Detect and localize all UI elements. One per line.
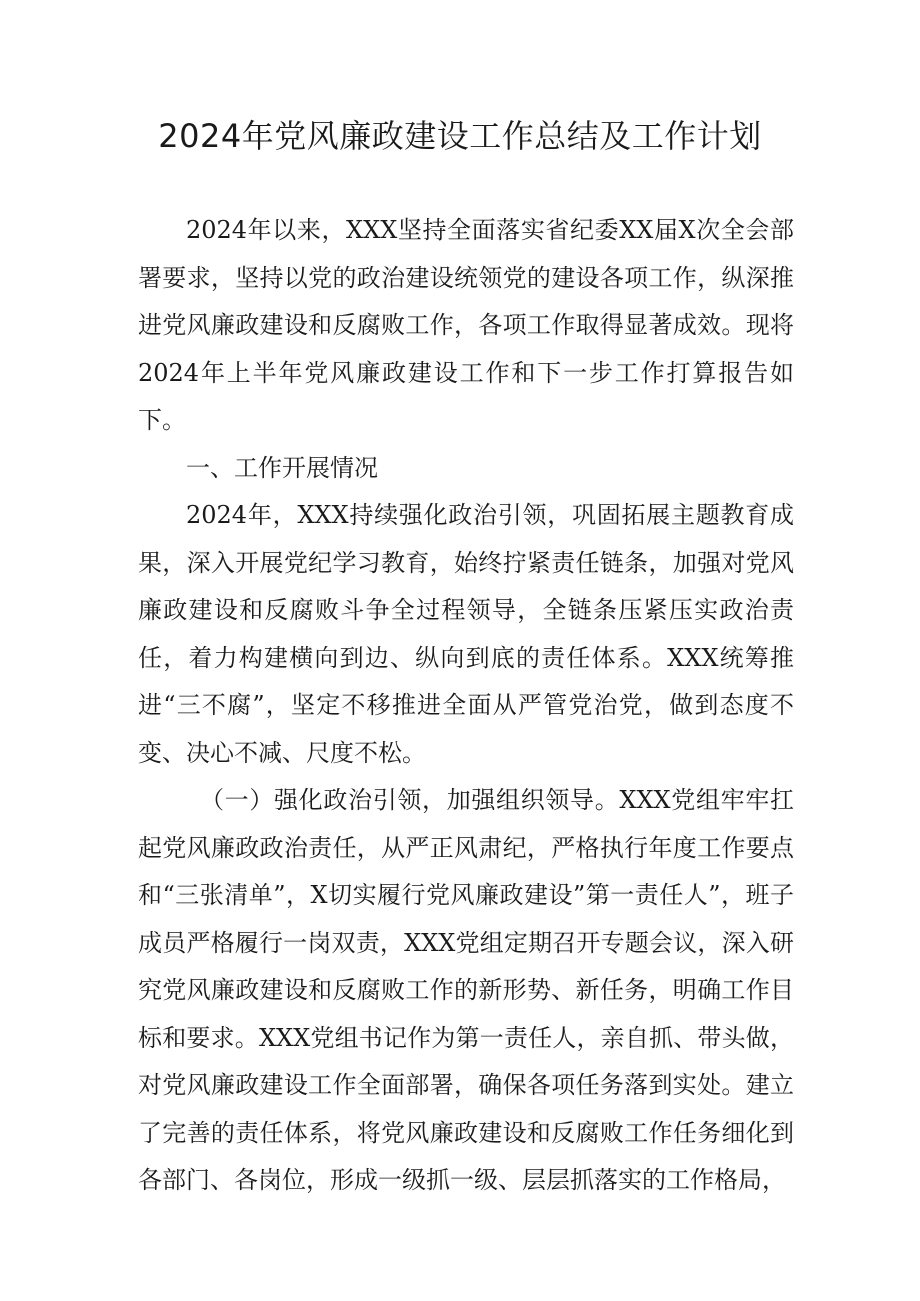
subsection-1-paragraph: （一）强化政治引领，加强组织领导。XXX党组牢牢扛起党风廉政政治责任，从严正风肃纪，严格执行年度工作要点和“三张清单”，X切实履行党风廉政建设”第一责任人”，班子成员严格履行一岗双责，XXX党组定期召开专题会议，深入研究党风廉政建设和反腐败工作的新形势、新任务，明确工作目标和要求。XXX党组书记作为第一责任人，亲自抓、带头做，对党风廉政建设工作全面部署，确保各项任务落到实处。建立了完善的责任体系，将党风廉政建设和反腐败工作任务细化到各部门、各岗位，形成一级抓一级、层层抓落实的工作格局， — [138, 786, 794, 1194]
section-heading-1: 一、工作开展情况 — [186, 453, 378, 482]
document-body — [138, 207, 794, 1205]
intro-paragraph: 2024年以来，XXX坚持全面落实省纪委XX届X次全会部署要求，坚持以党的政治建设统领党的建设各项工作，纵深推进党风廉政建设和反腐败工作，各项工作取得显著成效。现将2024年上半年党风廉政建设工作和下一步工作打算报告如下。 — [138, 216, 794, 434]
document-title: 2024年党风廉政建设工作总结及工作计划 — [158, 117, 762, 155]
section-1-paragraph: 2024年，XXX持续强化政治引领，巩固拓展主题教育成果，深入开展党纪学习教育，始终拧紧责任链条，加强对党风廉政建设和反腐败斗争全过程领导，全链条压紧压实政治责任，着力构建横向到边、纵向到底的责任体系。XXX统筹推进“三不腐”，坚定不移推进全面从严管党治党，做到态度不变、决心不减、尺度不松。 — [138, 501, 794, 767]
